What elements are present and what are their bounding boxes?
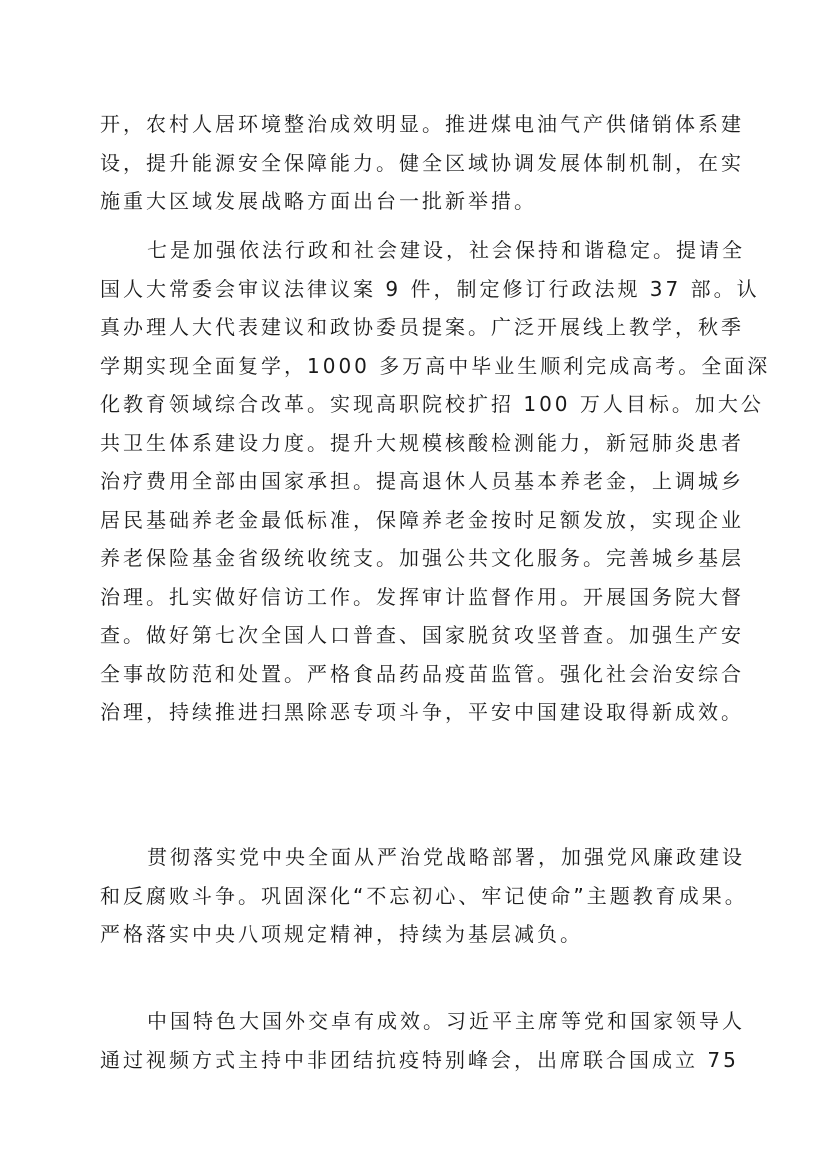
text-line: 查。做好第七次全国人口普查、国家脱贫攻坚普查。加强生产安 [100,623,744,647]
text-line: 贯彻落实党中央全面从严治党战略部署，加强党风廉政建设 [147,845,745,869]
text-line: 治理，持续推进扫黑除恶专项斗争，平安中国建设取得新成效。 [100,700,744,724]
text-line: 七是加强依法行政和社会建设，社会保持和谐稳定。提请全 [147,238,745,262]
text-line: 设，提升能源安全保障能力。健全区域协调发展体制机制，在实 [100,150,744,175]
paragraph-1 [100,105,744,221]
text-line: 全事故防范和处置。严格食品药品疫苗监管。强化社会治安综合 [100,661,744,686]
paragraph-3 [100,838,748,954]
text-line: 国人大常委会审议法律议案 9 件，制定修订行政法规 37 部。认 [100,276,760,301]
text-line: 施重大区域发展战略方面出台一批新举措。 [100,189,537,213]
text-line: 居民基础养老金最低标准，保障养老金按时足额发放，实现企业 [100,507,744,532]
text-line: 通过视频方式主持中非团结抗疫特别峰会，出席联合国成立 75 [100,1047,739,1072]
text-line: 中国特色大国外交卓有成效。习近平主席等党和国家领导人 [147,1009,745,1033]
text-line: 开，农村人居环境整治成效明显。推进煤电油气产供储销体系建 [100,112,744,136]
text-line: 治疗费用全部由国家承担。提高退休人员基本养老金，上调城乡 [100,469,744,493]
text-line: 共卫生体系建设力度。提升大规模核酸检测能力，新冠肺炎患者 [100,430,744,455]
text-line: 学期实现全面复学，1000 多万高中毕业生顺利完成高考。全面深 [100,353,771,378]
text-line: 严格落实中央八项规定精神，持续为基层减负。 [100,922,583,946]
text-line: 养老保险基金省级统收统支。加强公共文化服务。完善城乡基层 [100,546,744,570]
text-line: 化教育领域综合改革。实现高职院校扩招 100 万人目标。加大公 [100,392,764,416]
text-line: 真办理人大代表建议和政协委员提案。广泛开展线上教学，秋季 [100,315,744,339]
paragraph-4 [100,1002,745,1079]
paragraph-2 [100,231,770,732]
text-line: 和反腐败斗争。巩固深化“不忘初心、牢记使命”主题教育成果。 [100,883,748,908]
text-line: 治理。扎实做好信访工作。发挥审计监督作用。开展国务院大督 [100,584,744,609]
